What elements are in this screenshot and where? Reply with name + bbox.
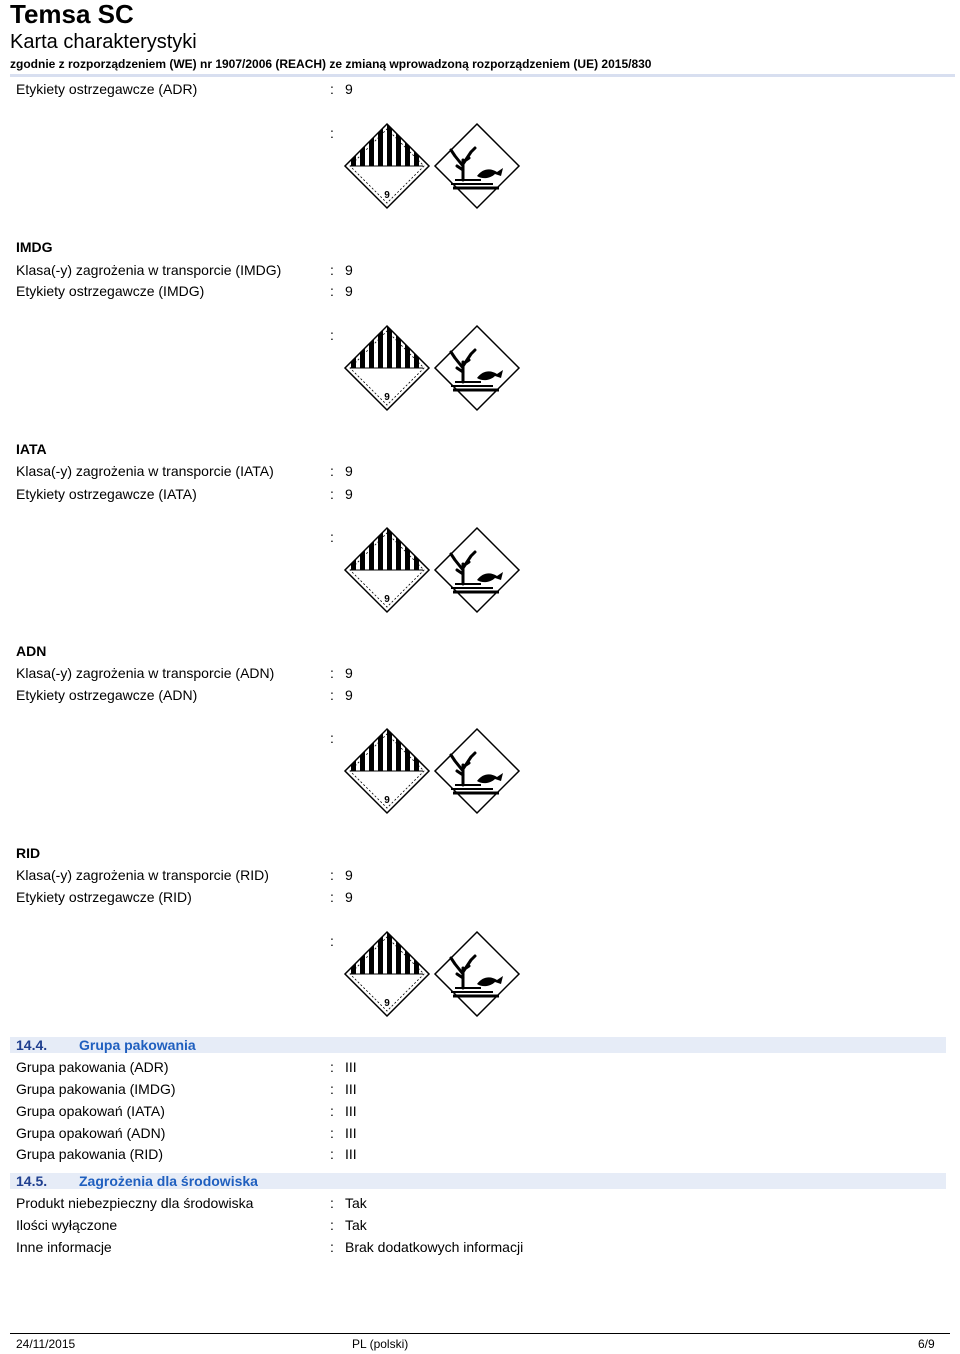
separator-colon: : xyxy=(330,1081,334,1097)
imdg-class-label: Klasa(-y) zagrożenia w transporcie (IMDG) xyxy=(16,262,282,278)
separator-colon: : xyxy=(330,665,334,681)
placard-class-number: 9 xyxy=(384,392,390,403)
placard-class-number: 9 xyxy=(384,594,390,605)
iata-heading: IATA xyxy=(16,441,47,457)
adn-hazard-pictograms xyxy=(343,725,525,821)
separator-colon: : xyxy=(330,1059,334,1075)
rid-heading: RID xyxy=(16,845,41,861)
imdg-heading: IMDG xyxy=(16,239,53,255)
packing-group-imdg-value: III xyxy=(345,1081,357,1097)
environmental-hazard-icon xyxy=(435,729,519,813)
footer-language: PL (polski) xyxy=(352,1337,409,1351)
excepted-quantities-value: Tak xyxy=(345,1217,367,1233)
placard-class-number: 9 xyxy=(384,190,390,201)
imdg-class-value: 9 xyxy=(345,262,353,278)
regulation-line: zgodnie z rozporządzeniem (WE) nr 1907/2006 (REACH) ze zmianą wprowadzoną rozporządzeniem (UE) 2015/830 xyxy=(10,57,652,71)
separator-colon: : xyxy=(330,125,334,141)
header-divider xyxy=(10,74,955,77)
other-info-label: Inne informacje xyxy=(16,1239,112,1255)
other-info-value: Brak dodatkowych informacji xyxy=(345,1239,524,1255)
excepted-quantities-label: Ilości wyłączone xyxy=(16,1217,118,1233)
placard-class-number: 9 xyxy=(384,795,390,806)
packing-group-iata-label: Grupa opakowań (IATA) xyxy=(16,1103,165,1119)
company-name: Temsa SC xyxy=(10,0,134,29)
packing-group-iata-value: III xyxy=(345,1103,357,1119)
section-title: Zagrożenia dla środowiska xyxy=(79,1173,258,1189)
packing-group-rid-value: III xyxy=(345,1146,357,1162)
adn-class-value: 9 xyxy=(345,665,353,681)
packing-group-adr-label: Grupa pakowania (ADR) xyxy=(16,1059,169,1075)
separator-colon: : xyxy=(330,1125,334,1141)
separator-colon: : xyxy=(330,1217,334,1233)
rid-labels-value: 9 xyxy=(345,889,353,905)
separator-colon: : xyxy=(330,283,334,299)
iata-class-label: Klasa(-y) zagrożenia w transporcie (IATA) xyxy=(16,463,274,479)
section-14-5-header xyxy=(10,1173,946,1189)
imdg-labels-label: Etykiety ostrzegawcze (IMDG) xyxy=(16,283,205,299)
imdg-hazard-pictograms xyxy=(343,322,525,418)
adr-labels-value: 9 xyxy=(345,81,353,97)
environmental-hazard-icon xyxy=(435,124,519,208)
section-14-4-header xyxy=(10,1037,946,1053)
separator-colon: : xyxy=(330,529,334,545)
iata-labels-value: 9 xyxy=(345,486,353,502)
adn-heading: ADN xyxy=(16,643,47,659)
env-hazard-label: Produkt niebezpieczny dla środowiska xyxy=(16,1195,254,1211)
footer-divider xyxy=(10,1333,950,1334)
separator-colon: : xyxy=(330,81,334,97)
rid-class-label: Klasa(-y) zagrożenia w transporcie (RID) xyxy=(16,867,269,883)
env-hazard-value: Tak xyxy=(345,1195,367,1211)
separator-colon: : xyxy=(330,1146,334,1162)
separator-colon: : xyxy=(330,327,334,343)
iata-class-value: 9 xyxy=(345,463,353,479)
separator-colon: : xyxy=(330,933,334,949)
footer-page-number: 6/9 xyxy=(918,1337,935,1351)
document-title: Karta charakterystyki xyxy=(10,31,197,53)
separator-colon: : xyxy=(330,463,334,479)
document-header xyxy=(10,0,955,72)
adr-hazard-pictograms xyxy=(343,120,525,216)
adr-labels-label: Etykiety ostrzegawcze (ADR) xyxy=(16,81,198,97)
packing-group-adn-value: III xyxy=(345,1125,357,1141)
adn-labels-label: Etykiety ostrzegawcze (ADN) xyxy=(16,687,198,703)
separator-colon: : xyxy=(330,687,334,703)
separator-colon: : xyxy=(330,262,334,278)
placard-class-number: 9 xyxy=(384,998,390,1009)
rid-class-value: 9 xyxy=(345,867,353,883)
section-title: Grupa pakowania xyxy=(79,1037,196,1053)
footer-date: 24/11/2015 xyxy=(16,1337,76,1351)
packing-group-adn-label: Grupa opakowań (ADN) xyxy=(16,1125,166,1141)
environmental-hazard-icon xyxy=(435,326,519,410)
environmental-hazard-icon xyxy=(435,932,519,1016)
section-number: 14.4. xyxy=(16,1037,48,1053)
iata-hazard-pictograms xyxy=(343,524,525,620)
rid-hazard-pictograms xyxy=(343,928,525,1024)
separator-colon: : xyxy=(330,486,334,502)
packing-group-imdg-label: Grupa pakowania (IMDG) xyxy=(16,1081,176,1097)
separator-colon: : xyxy=(330,1239,334,1255)
imdg-labels-value: 9 xyxy=(345,283,353,299)
separator-colon: : xyxy=(330,889,334,905)
adn-class-label: Klasa(-y) zagrożenia w transporcie (ADN) xyxy=(16,665,275,681)
adn-labels-value: 9 xyxy=(345,687,353,703)
separator-colon: : xyxy=(330,1103,334,1119)
separator-colon: : xyxy=(330,1195,334,1211)
separator-colon: : xyxy=(330,730,334,746)
section-number: 14.5. xyxy=(16,1173,48,1189)
packing-group-adr-value: III xyxy=(345,1059,357,1075)
packing-group-rid-label: Grupa pakowania (RID) xyxy=(16,1146,164,1162)
separator-colon: : xyxy=(330,867,334,883)
iata-labels-label: Etykiety ostrzegawcze (IATA) xyxy=(16,486,197,502)
environmental-hazard-icon xyxy=(435,528,519,612)
rid-labels-label: Etykiety ostrzegawcze (RID) xyxy=(16,889,192,905)
